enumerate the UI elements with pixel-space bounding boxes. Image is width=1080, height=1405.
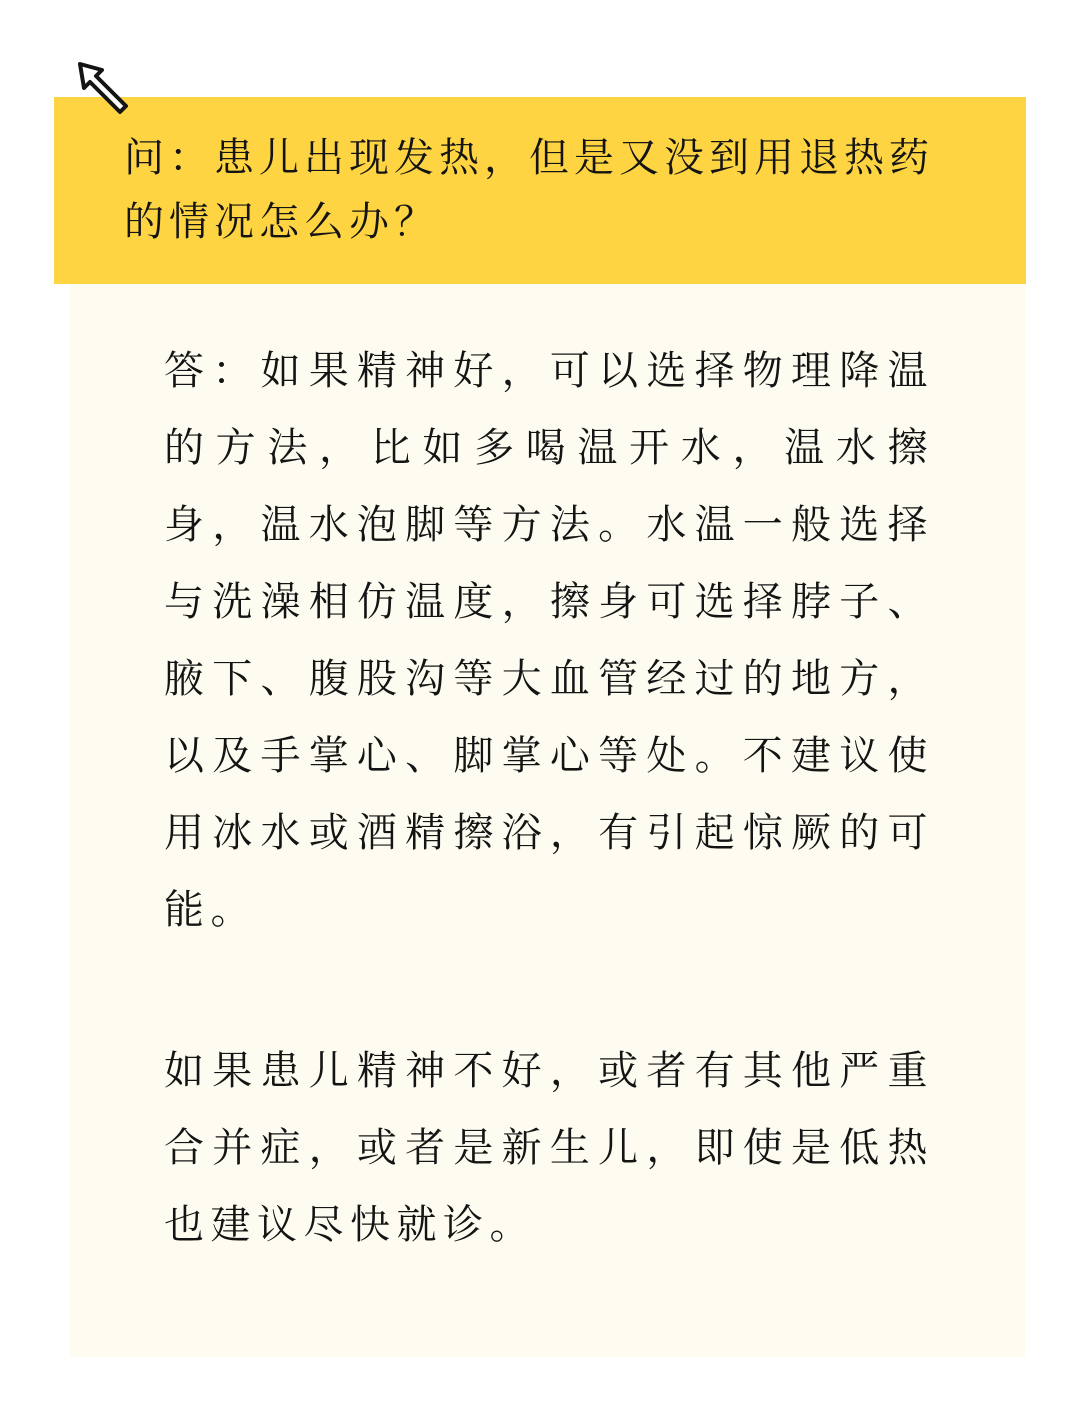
question-text: 问：患儿出现发热，但是又没到用退热药的情况怎么办？ (124, 135, 934, 245)
answer-paragraph-2: 如果患儿精神不好，或者有其他严重合并症，或者是新生儿，即使是低热也建议尽快就诊。 (164, 1048, 934, 1248)
answer-paragraph-1: 答：如果精神好，可以选择物理降温的方法，比如多喝温开水，温水擦身，温水泡脚等方法。水温一般选择与洗澡相仿温度，擦身可选择脖子、腋下、腹股沟等大血管经过的地方，以及手掌心、脚掌心等处。不建议使用冰水或酒精擦浴，有引起惊厥的可能。 (164, 348, 934, 933)
cursor-arrow-icon (74, 58, 134, 118)
